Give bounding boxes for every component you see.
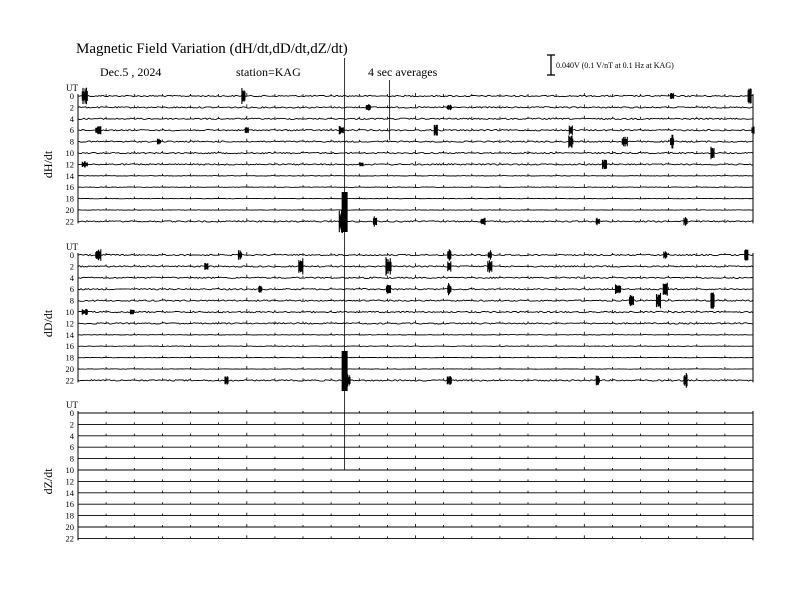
data-spike	[82, 88, 87, 105]
scale-label: 0.040V (0.1 V/nT at 0.1 Hz at KAG)	[556, 61, 674, 70]
hour-tick-label: 10	[65, 148, 74, 158]
hour-tick-label: 10	[65, 465, 74, 475]
data-spike	[225, 376, 228, 384]
hour-tick-label: 2	[69, 261, 74, 272]
data-spike	[366, 104, 370, 110]
data-spike	[596, 218, 599, 225]
data-spike	[448, 249, 451, 261]
ut-label: UT	[66, 242, 78, 252]
component-label: dH/dt	[41, 150, 55, 179]
data-spike	[96, 249, 101, 260]
data-spike	[131, 310, 134, 315]
hour-tick-label: 14	[65, 170, 74, 181]
data-spike	[622, 137, 627, 147]
hour-tick-label: 18	[65, 510, 74, 521]
hour-tick-label: 20	[65, 364, 74, 374]
data-spike	[386, 257, 391, 276]
hour-tick-label: 8	[69, 136, 74, 147]
hour-ticks	[106, 377, 725, 380]
data-spike	[684, 217, 687, 226]
data-spike	[259, 286, 262, 293]
hour-tick-label: 4	[69, 430, 74, 441]
data-spike	[569, 126, 572, 135]
data-spike	[239, 250, 242, 259]
hour-ticks	[106, 263, 725, 266]
data-spike	[569, 135, 573, 147]
chart-title: Magnetic Field Variation (dH/dt,dD/dt,dZ/dt)	[76, 41, 348, 57]
panel-dZ-dt	[41, 400, 753, 543]
hour-ticks	[106, 286, 725, 289]
hour-ticks	[106, 252, 725, 255]
hour-tick-label: 20	[65, 522, 74, 532]
data-spike	[82, 309, 87, 315]
event-burst	[342, 351, 348, 391]
hour-tick-label: 0	[69, 408, 74, 418]
ut-label: UT	[66, 400, 78, 410]
hour-tick-label: 8	[69, 453, 74, 464]
hour-ticks	[106, 150, 725, 153]
data-spike	[711, 293, 714, 309]
data-spike	[616, 284, 621, 294]
event-burst	[342, 192, 348, 232]
data-spike	[299, 258, 303, 274]
hour-tick-label: 6	[69, 125, 74, 136]
data-spike	[447, 376, 451, 384]
data-spike	[242, 88, 245, 104]
panels-group	[41, 58, 754, 543]
hour-tick-label: 20	[65, 205, 74, 215]
hour-tick-label: 16	[65, 182, 74, 193]
data-spike	[745, 250, 748, 261]
hour-tick-label: 8	[69, 295, 74, 306]
data-spike	[448, 283, 451, 295]
hour-tick-label: 18	[65, 193, 74, 204]
data-spike	[158, 139, 161, 145]
panel-dD-dt	[41, 242, 753, 388]
data-spike	[205, 263, 208, 270]
data-spike	[630, 295, 634, 306]
data-spike	[488, 260, 492, 272]
data-spike	[671, 93, 674, 99]
averaging-label: 4 sec averages	[368, 65, 438, 79]
hour-tick-label: 14	[65, 329, 74, 340]
station-label: station=KAG	[236, 65, 301, 79]
data-spike	[664, 251, 667, 258]
data-spike	[596, 376, 599, 386]
date-label: Dec.5 , 2024	[100, 65, 162, 79]
hour-tick-label: 0	[69, 91, 74, 101]
hour-tick-label: 4	[69, 272, 74, 283]
data-spike	[339, 126, 343, 134]
data-spike	[663, 283, 667, 296]
hour-tick-label: 6	[69, 442, 74, 453]
data-spike	[448, 261, 451, 271]
panel-dH-dt	[41, 83, 754, 233]
data-spike	[447, 105, 451, 110]
hour-ticks	[106, 366, 725, 369]
data-spike	[671, 135, 674, 149]
component-label: dZ/dt	[41, 468, 55, 495]
hour-tick-label: 22	[65, 216, 74, 227]
hour-tick-label: 22	[65, 533, 74, 544]
hour-tick-label: 2	[69, 102, 74, 113]
data-spike	[488, 250, 491, 260]
data-spike	[360, 162, 363, 166]
hour-tick-label: 18	[65, 352, 74, 363]
hour-tick-label: 16	[65, 341, 74, 352]
hour-tick-label: 2	[69, 419, 74, 430]
hour-tick-label: 0	[69, 250, 74, 260]
data-spike	[82, 161, 87, 167]
data-spike	[711, 147, 714, 159]
hour-tick-label: 4	[69, 113, 74, 124]
data-spike	[96, 126, 101, 134]
hour-tick-label: 12	[65, 159, 74, 170]
hour-tick-label: 12	[65, 476, 74, 487]
data-spike	[434, 125, 437, 136]
data-spike	[684, 373, 687, 388]
data-spike	[481, 218, 485, 225]
hour-tick-label: 22	[65, 375, 74, 386]
component-label: dD/dt	[41, 309, 55, 338]
hour-tick-label: 12	[65, 318, 74, 329]
hour-tick-label: 14	[65, 487, 74, 498]
hour-tick-label: 6	[69, 284, 74, 295]
hour-tick-label: 10	[65, 307, 74, 317]
data-spike	[748, 89, 751, 104]
hour-tick-label: 16	[65, 499, 74, 510]
hour-ticks	[106, 127, 725, 130]
ut-label: UT	[66, 83, 78, 93]
scale-bar	[547, 55, 555, 75]
data-spike	[374, 216, 377, 226]
data-spike	[657, 293, 661, 308]
data-spike	[603, 160, 607, 169]
